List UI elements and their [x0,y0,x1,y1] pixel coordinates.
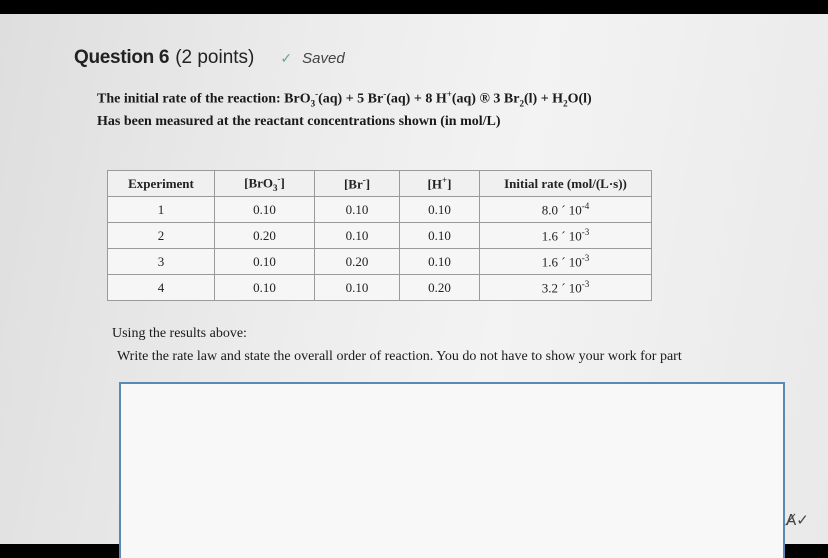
saved-label: Saved [302,50,345,67]
rate-data-table [107,170,652,301]
cell-experiment: 4 [108,275,215,301]
answer-textarea[interactable] [119,382,785,558]
reaction-text: The initial rate of the reaction: BrO$_3$-(aq) + 5 Br-(aq) + 8 H+(aq) ® 3 $Br_2(l) + H_2O(l)$ [97,89,592,109]
prompt-intro: Using the results above: [112,326,247,341]
cell-rate: 1.6 ´ $10^{-3}$ [480,249,652,275]
cell-bro3: 0.10 [215,249,315,275]
header-br: [Br-] [315,171,400,197]
table-row [108,197,652,223]
header-bro3: [BrO$_3$-] [215,171,315,197]
header-rate: Initial rate (mol/(L·s)) [480,171,652,197]
cell-h: 0.10 [400,223,480,249]
table-row [108,275,652,301]
cell-br: 0.20 [315,249,400,275]
table-row [108,249,652,275]
saved-status [280,50,344,67]
measured-text: Has been measured at the reactant concentrations shown (in mol/L) [97,114,501,129]
cell-br: 0.10 [315,275,400,301]
table-header-row [108,171,652,197]
cell-h: 0.10 [400,249,480,275]
table-row [108,223,652,249]
cell-experiment: 1 [108,197,215,223]
prompt-question: Write the rate law and state the overall order of reaction. You do not have to show your work for part [117,349,682,364]
cell-rate: 3.2 ´ $10^{-3}$ [480,275,652,301]
cell-bro3: 0.10 [215,197,315,223]
question-points: (2 points) [175,47,255,68]
cell-experiment: 3 [108,249,215,275]
question-header [74,47,345,69]
cell-experiment: 2 [108,223,215,249]
cell-bro3: 0.10 [215,275,315,301]
cell-h: 0.20 [400,275,480,301]
cell-br: 0.10 [315,223,400,249]
screen [0,14,828,544]
cell-h: 0.10 [400,197,480,223]
question-title: Question 6 [74,47,170,68]
cell-br: 0.10 [315,197,400,223]
header-h: [H+] [400,171,480,197]
cell-rate: 1.6 ´ $10^{-3}$ [480,223,652,249]
header-experiment: Experiment [108,171,215,197]
checkmark-icon: ✓ [280,50,293,66]
cell-bro3: 0.20 [215,223,315,249]
cell-rate: 8.0 ´ $10^{-4}$ [480,197,652,223]
spellcheck-icon[interactable]: A̸✓ [786,511,809,529]
